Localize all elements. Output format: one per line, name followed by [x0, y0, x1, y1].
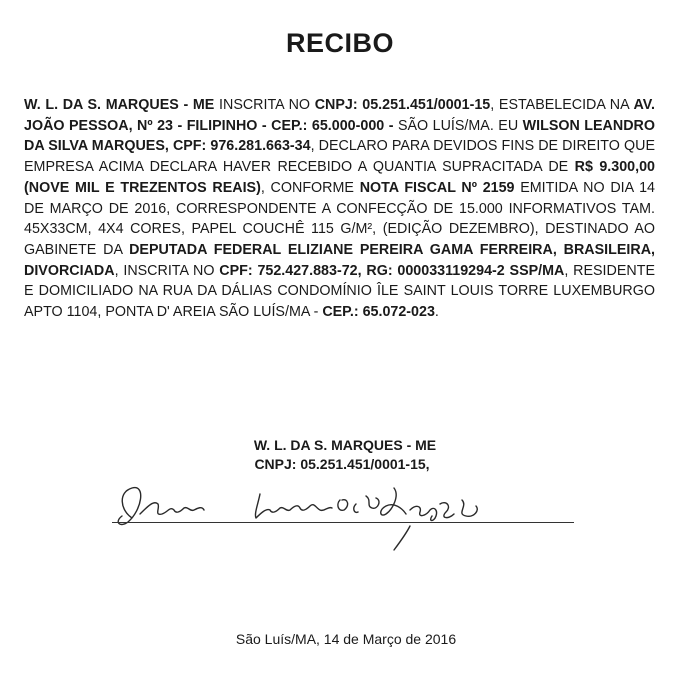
declarant-name-cpf: WILSON LEANDRO DA SILVA MARQUES, CPF: 976.281.663-34	[24, 117, 655, 155]
handwritten-signature	[110, 470, 510, 560]
invoice-number: NOTA FISCAL Nº 2159	[359, 179, 515, 196]
signatory-block	[0, 436, 680, 474]
amount: R$ 9.300,00 (NOVE MIL E TREZENTOS REAIS)	[24, 159, 655, 196]
receipt-body	[24, 95, 655, 323]
body-text-segment: , ESTABELECIDA NA	[490, 97, 634, 113]
place-and-date: São Luís/MA, 14 de Março de 2016	[235, 631, 457, 647]
body-text-segment: , RESIDENTE E DOMICILIADO NA RUA DA DÁLIAS CONDOMÍNIO ÎLE SAINT LOUIS TORRE LUXEMBURGO APTO 1104, PONTA D' AREIA SÃO LUÍS/MA -	[24, 262, 655, 321]
body-text-segment: , INSCRITA NO	[114, 262, 220, 279]
body-text-segment: .	[434, 304, 439, 321]
signatory-company: W. L. DA S. MARQUES - ME	[253, 437, 437, 453]
signatory-cnpj: CNPJ: 05.251.451/0001-15,	[254, 456, 430, 472]
company-address: AV. JOÃO PESSOA, Nº 23 - FILIPINHO - CEP.: 65.000-000 -	[24, 97, 656, 134]
recipient-cep: CEP.: 65.072-023	[322, 304, 435, 321]
company-name: W. L. DA S. MARQUES - ME	[24, 97, 215, 113]
company-cnpj: CNPJ: 05.251.451/0001-15	[314, 97, 491, 113]
body-text-segment: , CONFORME	[260, 179, 360, 196]
body-text-segment: , DECLARO PARA DEVIDOS FINS DE DIREITO QUE EMPRESA ACIMA DECLARA HAVER RECEBIDO A QUANTIA SUPRACITADA DE	[24, 138, 655, 176]
recipient-cpf-rg: CPF: 752.427.883-72, RG: 000033119294-2 SSP/MA	[219, 262, 565, 279]
signature-line	[112, 522, 574, 523]
body-text-segment: EMITIDA NO DIA 14 DE MARÇO DE 2016, CORRESPONDENTE A CONFECÇÃO DE 15.000 INFORMATIVOS TAM. 45X33CM, 4X4 CORES, PAPEL COUCHÊ 115 G/M², (EDIÇÃO DEZEMBRO), DESTINADO AO GABINETE DA	[24, 179, 655, 258]
document-title: RECIBO	[285, 28, 394, 58]
body-text-segment: INSCRITA NO	[214, 97, 315, 113]
body-text-segment: SÃO LUÍS/MA. EU	[393, 117, 523, 134]
recipient-name: DEPUTADA FEDERAL ELIZIANE PEREIRA GAMA FERREIRA, BRASILEIRA, DIVORCIADA	[24, 241, 655, 279]
